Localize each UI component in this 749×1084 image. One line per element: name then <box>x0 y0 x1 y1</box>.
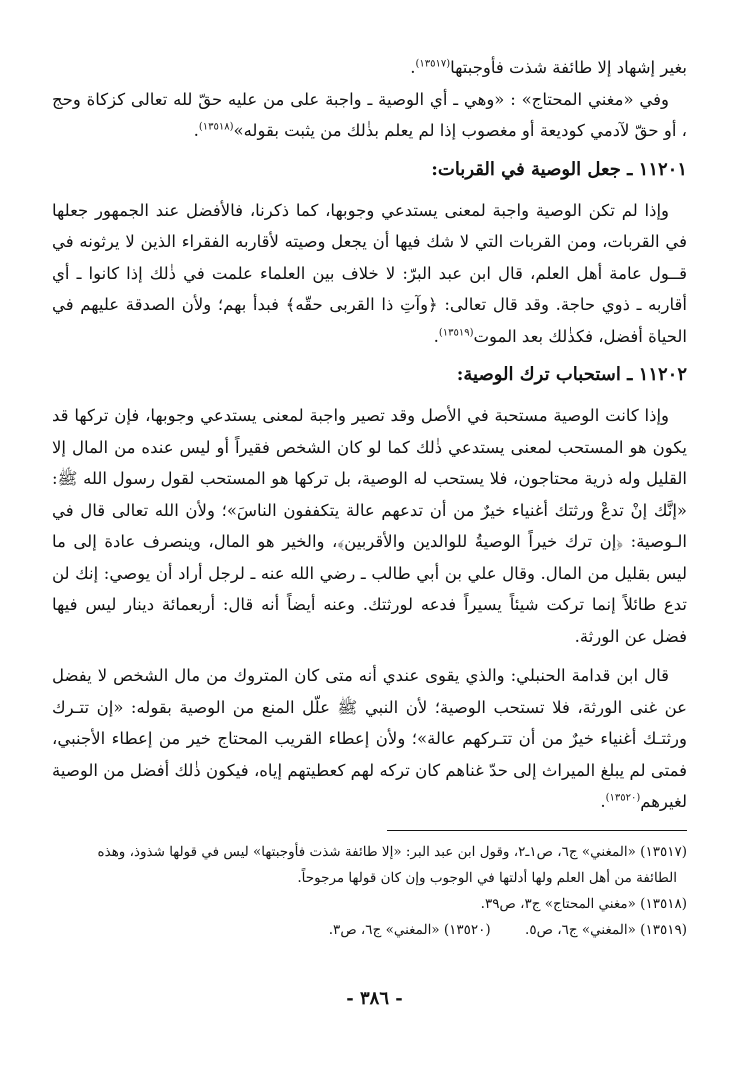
paragraph-text: وفي «مغني المحتاج» : «وهي ـ أي الوصية ـ واجبة على من عليه حقّ لله تعالى كزكاة وحج ، أو حقّ لآدمي كوديعة أو مغصوب إذا لم يعلم بذٰلك من يثبت بقوله» <box>52 89 687 140</box>
section-heading-11201: ١١٢٠١ ـ جعل الوصية في القربات: <box>431 158 687 180</box>
page-number: - ٣٨٦ - <box>346 988 403 1009</box>
paragraph-text: وإذا لم تكن الوصية واجبة لمعنى يستدعي وجوبها، كما ذكرنا، فالأفضل عند الجمهور جعلها في القربات، ومن القربات التي لا شك فيها أن يجعل وصيته لأقاربه الفقراء الذين لا يرثونه في قــول عامة أهل العلم، قال ابن عبد البرّ: لا خلاف بين العلماء علمت في ذٰلك إذا كانوا ـ أي أقاربه ـ ذوي حاجة. وقد قال تعالى: ﴿وآتِ ذا القربى حقّه﴾ فبدأ بهم؛ ولأن الصدقة عليهم في الحياة أفضل، فكذٰلك بعد الموت <box>52 200 687 346</box>
footnote-ref: (١٣٥٢٠) <box>605 792 641 804</box>
footnote-text: (١٣٥١٧) «المغني» ج٦، ص١ـ٢، وقول ابن عبد البر: «إلا طائفة شذت فأوجبتها» ليس في قولها شذوذ، وهذه <box>97 843 687 860</box>
footnote-ref: (١٣٥١٨) <box>198 121 234 133</box>
top-continuation-line: بغير إشهاد إلا طائفة شذت فأوجبتها$^{(١٣٥١٧)}$. <box>410 58 687 77</box>
top-line-text: بغير إشهاد إلا طائفة شذت فأوجبتها <box>450 58 687 77</box>
footnote-13518: (١٣٥١٨) «مغني المحتاج» ج٣، ص٣٩. <box>480 895 687 912</box>
footnote-13517 <box>52 839 687 891</box>
section-heading-11202: ١١٢٠٢ ـ استحباب ترك الوصية: <box>456 364 687 385</box>
paragraph-ibn-qudama: قال ابن قدامة الحنبلي: والذي يقوى عندي أنه متى كان المتروك من مال الشخص لا يفضل عن غنى الورثة، فلا تستحب الوصية؛ لأن النبي ﷺ علّل المنع من الوصية بقوله: «إن تتـرك ورثتـك أغنياء خيرٌ من أن تتـركهم عالة»؛ ولأن إعطاء القريب المحتاج خير من إعطاء الأجنبي، فمتى لم يبلغ الميراث إلى حدّ غناهم كان تركه لهم كعطيتهم إياه، فيكون ذٰلك أفضل من الوصية لغيرهم$^{(١٣٥٢٠)}$. <box>52 666 687 811</box>
footnote-ref: (١٣٥١٧) <box>415 58 451 70</box>
footnote-text: (١٣٥١٩) «المغني» ج٦، ص٥. <box>525 921 687 938</box>
paragraph-mughni: وفي «مغني المحتاج» : «وهي ـ أي الوصية ـ واجبة على من عليه حقّ لله تعالى كزكاة وحج ، أو حقّ لآدمي كوديعة أو مغصوب إذا لم يعلم بذٰلك من يثبت بقوله»$^{(١٣٥١٨)}$. <box>52 89 687 140</box>
footnote-text: (١٣٥٢٠) «المغني» ج٦، ص٣. <box>328 921 491 938</box>
footnote-text-continuation: الطائفة من أهل العلم ولها أدلتها في الوجوب وإن كان قولها مرجوحاً. <box>297 869 677 886</box>
footnote-divider <box>387 830 687 831</box>
footnote-ref: (١٣٥١٩) <box>438 327 474 338</box>
paragraph-istihbab: وإذا كانت الوصية مستحبة في الأصل وقد تصير واجبة لمعنى يستدعي وجوبها، فإن تركها قد يكون هو المستحب لمعنى يستدعي ذٰلك كما لو كان الشخص فقيراً أو ليس عنده من المال إلا القليل وله ذرية محتاجون، فلا يستحب له الوصية، بل تركها هو المستحب لقول رسول الله ﷺ: «إنَّك إنْ تدعْ ورثتك أغنياء خيرٌ من أن تدعهم عالة يتكففون الناسَ»؛ ولأن الله تعالى قال في الـوصية: ﴿إن ترك خيراً الوصيةُ للوالدين والأقربين﴾، والخير هو المال، وينصرف عادة إلى ما ليس بقليل من المال. وقال علي بن أبي طالب ـ رضي الله عنه ـ لرجل أراد أن يوصي: إنك لن تدع طائلاً إنما تركت شيئاً يسيراً فدعه لورثتك. وعنه أيضاً أنه قال: أربعمائة دينار ليس فيها فضل عن الورثة. <box>52 406 687 646</box>
paragraph-qurubat: وإذا لم تكن الوصية واجبة لمعنى يستدعي وجوبها، كما ذكرنا، فالأفضل عند الجمهور جعلها في القربات، ومن القربات التي لا شك فيها أن يجعل وصيته لأقاربه الفقراء الذين لا يرثونه في قــول عامة أهل العلم، قال ابن عبد البرّ: لا خلاف بين العلماء علمت في ذٰلك إذا كانوا ـ أي أقاربه ـ ذوي حاجة. وقد قال تعالى: ﴿وآتِ ذا القربى حقّه﴾ فبدأ بهم؛ ولأن الصدقة عليهم في الحياة أفضل، فكذٰلك بعد الموت$^{(١٣٥١٩)}$. <box>52 200 687 346</box>
paragraph-text: قال ابن قدامة الحنبلي: والذي يقوى عندي أنه متى كان المتروك من مال الشخص لا يفضل عن غنى الورثة، فلا تستحب الوصية؛ لأن النبي ﷺ علّل المنع من الوصية بقوله: «إن تتـرك ورثتـك أغنياء خيرٌ من أن تتـركهم عالة»؛ ولأن إعطاء القريب المحتاج خير من إعطاء الأجنبي، فمتى لم يبلغ الميراث إلى حدّ غناهم كان تركه لهم كعطيتهم إياه، فيكون ذٰلك أفضل من الوصية لغيرهم <box>52 666 687 811</box>
footnote-13519-13520 <box>52 917 687 943</box>
